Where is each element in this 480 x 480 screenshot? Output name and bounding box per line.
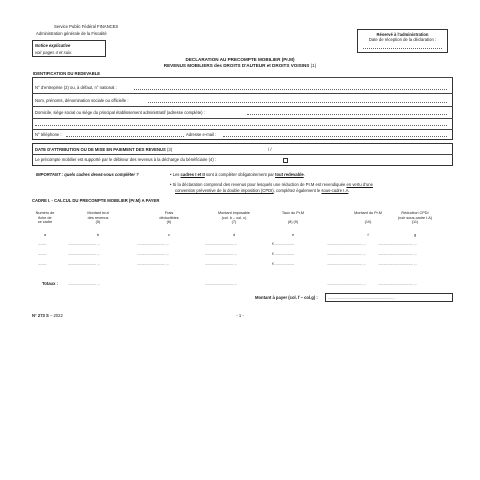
admin-box <box>357 29 448 53</box>
phone-label: N° téléphone : <box>35 132 62 137</box>
col-header-g: Réduction CPDI (voir sous-cadre I.A) (11) <box>397 211 433 225</box>
notice-box <box>32 40 106 57</box>
cell-c[interactable]: ........................................ , .. <box>137 242 169 246</box>
col-letter-g: g <box>413 233 417 237</box>
phone-field[interactable] <box>66 136 184 137</box>
important-bullet2-line1 <box>170 182 373 187</box>
col-letter-b: b <box>96 233 100 237</box>
admin-title: Réservé à l'administration <box>376 32 429 37</box>
name-field[interactable] <box>148 102 447 103</box>
rate-prefix: € <box>272 252 274 256</box>
cell-f[interactable]: .................................................. , .. <box>327 262 366 266</box>
col-letter-d: d <box>232 233 236 237</box>
pay-amount-box[interactable] <box>325 293 453 302</box>
col-header-f: Montant du Pr.M (10) <box>354 211 382 225</box>
title-line2-bold: REVENUS MOBILIERS des DROITS D'AUTEUR et DROITS VOISINS <box>163 63 310 68</box>
cell-d[interactable]: ........................................ , .. <box>205 262 237 266</box>
col-letter-f: f <box>367 233 369 237</box>
cell-f[interactable]: .................................................. , .. <box>327 242 366 246</box>
pay-label: Montant à payer (col. f – col.g) : <box>255 295 318 300</box>
total-b[interactable]: ........................................ , .. <box>68 282 100 286</box>
email-label: Adresse e-mail : <box>186 132 217 137</box>
bullet1-bold: cadres I et II <box>180 172 205 177</box>
total-f[interactable]: .................................................. , .. <box>327 282 366 286</box>
form-number-code: N° 273 S <box>32 313 49 318</box>
col-header-e: Taux du Pr.M (8) (9) <box>281 211 305 225</box>
id-sep-1 <box>32 93 453 94</box>
bullet1-pre: • Les <box>170 172 181 177</box>
rate-prefix: € <box>272 262 274 266</box>
identification-heading: IDENTIFICATION DU REDEVABLE <box>33 71 101 76</box>
cell-g[interactable]: .................................................. , .. <box>378 242 417 246</box>
important-label: IMPORTANT : quels cadres devez-vous compléter ? <box>36 172 139 177</box>
bullet1-mid: sont à compléter obligatoirement par <box>204 172 276 177</box>
id-row3-label: Domicile, siège social ou siège du principal établissement administratif (adresse complète) : <box>35 110 205 115</box>
title-line2 <box>0 63 480 69</box>
cell-f[interactable]: .................................................. , .. <box>327 252 366 256</box>
id-sep-0 <box>32 77 453 78</box>
cell-a[interactable]: ............ <box>38 252 47 256</box>
cell-g[interactable]: .................................................. , .. <box>378 252 417 256</box>
cell-e[interactable]: € ............................ <box>272 252 294 256</box>
id-row1-label: N° d'entreprise (2) ou, à défaut, n° national : <box>35 85 117 90</box>
address-field[interactable] <box>247 114 447 115</box>
title-line1: DECLARATION AU PRECOMPTE MOBILIER (Pr.M) <box>185 57 295 62</box>
bullet2-line2-end: . <box>348 188 350 193</box>
attribution-line2: Le précompte mobilier est supporté par le débiteur des revenus à la décharge du bénéficiaire (4) : <box>35 157 217 162</box>
cell-d[interactable]: ........................................ , .. <box>205 242 237 246</box>
attribution-sep <box>32 154 453 155</box>
attribution-heading-text: DATE D'ATTRIBUTION OU DE MISE EN PAIEMENT DES REVENUS <box>35 147 166 152</box>
attribution-heading-ref: (3) <box>167 147 173 152</box>
notice-sub: voir pages 4 et suiv. <box>35 50 72 55</box>
attribution-date-field[interactable]: / / <box>268 147 272 152</box>
id-sep-4 <box>32 129 453 130</box>
bullet2-line2-underlined: convention préventive de la double imposition (CPDI) <box>175 188 274 193</box>
bullet2-line2-underlined2: sous-cadre I.A <box>321 188 349 193</box>
admin-date-line[interactable] <box>363 48 442 49</box>
id-sep-2 <box>32 106 453 107</box>
cell-e[interactable]: € ............................ <box>272 242 294 246</box>
total-g[interactable]: .................................................. , .. <box>378 282 417 286</box>
service-line2: Administration générale de la Fiscalité <box>36 31 107 36</box>
col-letter-e: e <box>291 233 295 237</box>
cell-a[interactable]: ............ <box>38 242 47 246</box>
bullet1-end: . <box>303 172 305 177</box>
cell-b[interactable]: ........................................ , .. <box>68 242 100 246</box>
cell-g[interactable]: .................................................. , .. <box>378 262 417 266</box>
col-header-c: Frais déductibles (6) <box>159 211 179 225</box>
cell-e[interactable]: € ............................ <box>272 262 294 266</box>
form-year: – 2022 <box>48 313 63 318</box>
cadre-title: CADRE I. - CALCUL DU PRECOMPTE MOBILIER (Pr.M) A PAYER <box>32 198 160 203</box>
admin-sub: Date de réception de la déclaration : <box>368 37 437 42</box>
id-row2-label: Nom, prénoms, dénomination sociale ou officielle : <box>35 98 129 103</box>
pay-amount-field[interactable]: ........................................................................................... , .. <box>328 295 396 300</box>
cell-c[interactable]: ........................................ , .. <box>137 252 169 256</box>
enterprise-number-field[interactable] <box>134 89 447 90</box>
id-sep-3 <box>32 118 453 119</box>
important-bullet1 <box>170 172 305 177</box>
bullet2-line1-pre: • Si la déclaration comprend des revenus pour lesquels une réduction de Pr.M est revendiquée <box>170 182 347 187</box>
totals-label: Totaux : <box>42 281 58 286</box>
bullet2-line1-underlined: en vertu d'une <box>346 182 373 187</box>
col-letter-a: a <box>43 233 47 237</box>
col-header-a: Numéro de fiche de ce cadre <box>35 211 55 225</box>
attribution-heading <box>35 147 172 152</box>
address-field-2[interactable] <box>35 125 447 126</box>
col-header-b: Montant brut des revenus (5) <box>87 211 109 225</box>
cell-b[interactable]: ........................................ , .. <box>68 262 100 266</box>
bullet2-line2-mid: , complétez également le <box>273 188 322 193</box>
title-line2-ref: (1) <box>310 63 317 68</box>
col-header-d: Montant imposable (col. b – col. c) (7) <box>217 211 251 225</box>
col-letter-c: c <box>168 233 170 237</box>
service-line1: Service Public Fédéral FINANCES <box>54 24 119 29</box>
important-bullet2-line2 <box>175 188 350 193</box>
cell-d[interactable]: ........................................ , .. <box>205 252 237 256</box>
debtor-bears-checkbox[interactable] <box>283 158 288 163</box>
total-d[interactable]: ........................................ , .. <box>205 282 237 286</box>
notice-title: Notice explicative <box>35 43 71 48</box>
bullet1-underlined: tout redevable <box>275 172 304 177</box>
rate-prefix: € <box>272 242 274 246</box>
cell-c[interactable]: ........................................ , .. <box>137 262 169 266</box>
cell-b[interactable]: ........................................ , .. <box>68 252 100 256</box>
page-number: - 1 - <box>236 313 244 318</box>
cell-a[interactable]: ............ <box>38 262 47 266</box>
email-field[interactable] <box>223 136 447 137</box>
